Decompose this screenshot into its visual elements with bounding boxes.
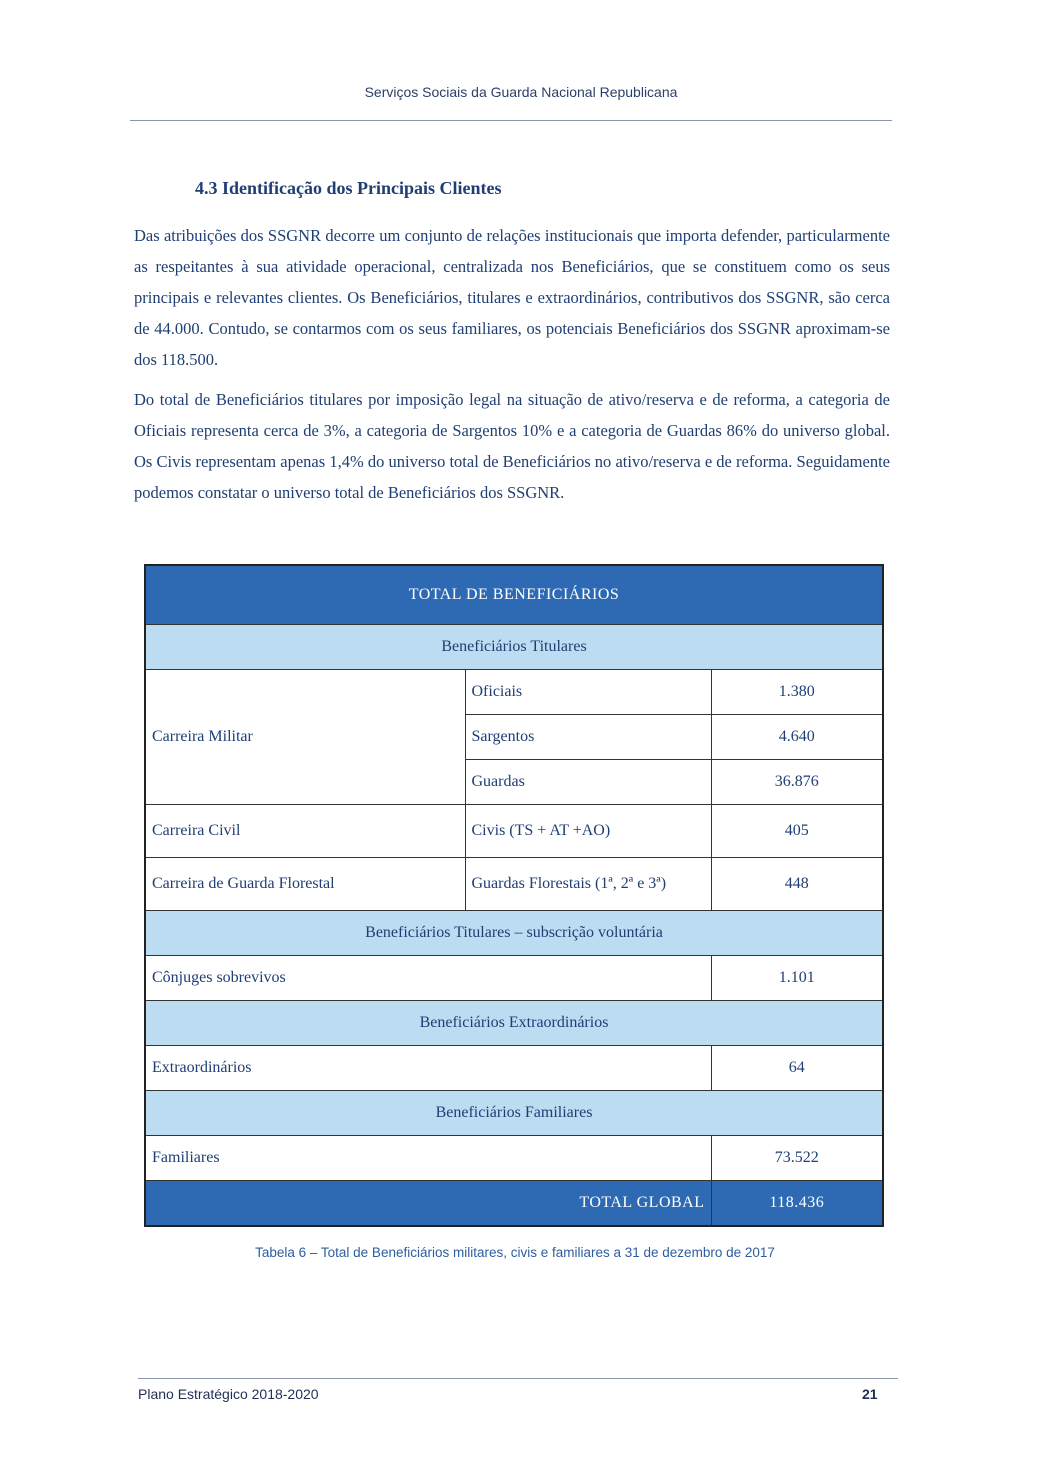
paragraph-1: Das atribuições dos SSGNR decorre um conjunto de relações institucionais que importa defender, particularmente as respeitantes à sua atividade operacional, centralizada nos Beneficiários, que se constituem como os seus principais e relevantes clientes. Os Beneficiários, titulares e extraordinários, contributivos dos SSGNR, são cerca de 44.000. Contudo, se contarmos com os seus familiares, os potenciais Beneficiários dos SSGNR aproximam-se dos 118.500. — [134, 226, 890, 369]
extraordinarios-label: Extraordinários — [145, 1046, 711, 1091]
running-header: Serviços Sociais da Guarda Nacional Republicana — [364, 84, 678, 100]
page-number: 21 — [862, 1386, 878, 1402]
carreira-florestal-label: Carreira de Guarda Florestal — [145, 858, 465, 911]
section-heading: 4.3 Identificação dos Principais Clientes — [195, 178, 502, 198]
table-title-row — [145, 565, 883, 625]
guardas-label: Guardas — [465, 760, 711, 805]
footer-divider — [138, 1378, 898, 1379]
conjuges-label: Cônjuges sobrevivos — [145, 956, 711, 1001]
florestais-value: 448 — [711, 858, 883, 911]
table-row — [145, 858, 883, 911]
table-row — [145, 956, 883, 1001]
beneficiaries-table — [144, 564, 884, 1227]
paragraph-2: Do total de Beneficiários titulares por imposição legal na situação de ativo/reserva e de reforma, a categoria de Oficiais representa cerca de 3%, a categoria de Sargentos 10% e a categoria de Guardas 86% do universo global. Os Civis representam apenas 1,4% do universo total de Beneficiários no ativo/reserva e de reforma. Seguidamente podemos constatar o universo total de Beneficiários dos SSGNR. — [134, 390, 890, 502]
group-titulares: Beneficiários Titulares — [145, 625, 883, 670]
florestais-label: Guardas Florestais (1ª, 2ª e 3ª) — [465, 858, 711, 911]
header-divider — [130, 120, 892, 121]
table-title: TOTAL DE BENEFICIÁRIOS — [145, 565, 883, 625]
group-extraordinarios: Beneficiários Extraordinários — [145, 1001, 883, 1046]
group-header-row — [145, 1091, 883, 1136]
group-header-row — [145, 625, 883, 670]
extraordinarios-value: 64 — [711, 1046, 883, 1091]
familiares-value: 73.522 — [711, 1136, 883, 1181]
total-value: 118.436 — [711, 1181, 883, 1227]
civis-value: 405 — [711, 805, 883, 858]
group-header-row — [145, 911, 883, 956]
table-row — [145, 1046, 883, 1091]
group-header-row — [145, 1001, 883, 1046]
table-row — [145, 805, 883, 858]
total-row — [145, 1181, 883, 1227]
total-label: TOTAL GLOBAL — [145, 1181, 711, 1227]
civis-label: Civis (TS + AT +AO) — [465, 805, 711, 858]
footer-document-title: Plano Estratégico 2018-2020 — [138, 1386, 319, 1402]
familiares-label: Familiares — [145, 1136, 711, 1181]
carreira-militar-label: Carreira Militar — [145, 670, 465, 805]
table-caption: Tabela 6 – Total de Beneficiários militares, civis e familiares a 31 de dezembro de 2017 — [255, 1245, 775, 1260]
sargentos-label: Sargentos — [465, 715, 711, 760]
table-row — [145, 670, 883, 715]
table-row — [145, 1136, 883, 1181]
guardas-value: 36.876 — [711, 760, 883, 805]
sargentos-value: 4.640 — [711, 715, 883, 760]
oficiais-value: 1.380 — [711, 670, 883, 715]
oficiais-label: Oficiais — [465, 670, 711, 715]
group-voluntaria: Beneficiários Titulares – subscrição voluntária — [145, 911, 883, 956]
carreira-civil-label: Carreira Civil — [145, 805, 465, 858]
group-familiares: Beneficiários Familiares — [145, 1091, 883, 1136]
conjuges-value: 1.101 — [711, 956, 883, 1001]
